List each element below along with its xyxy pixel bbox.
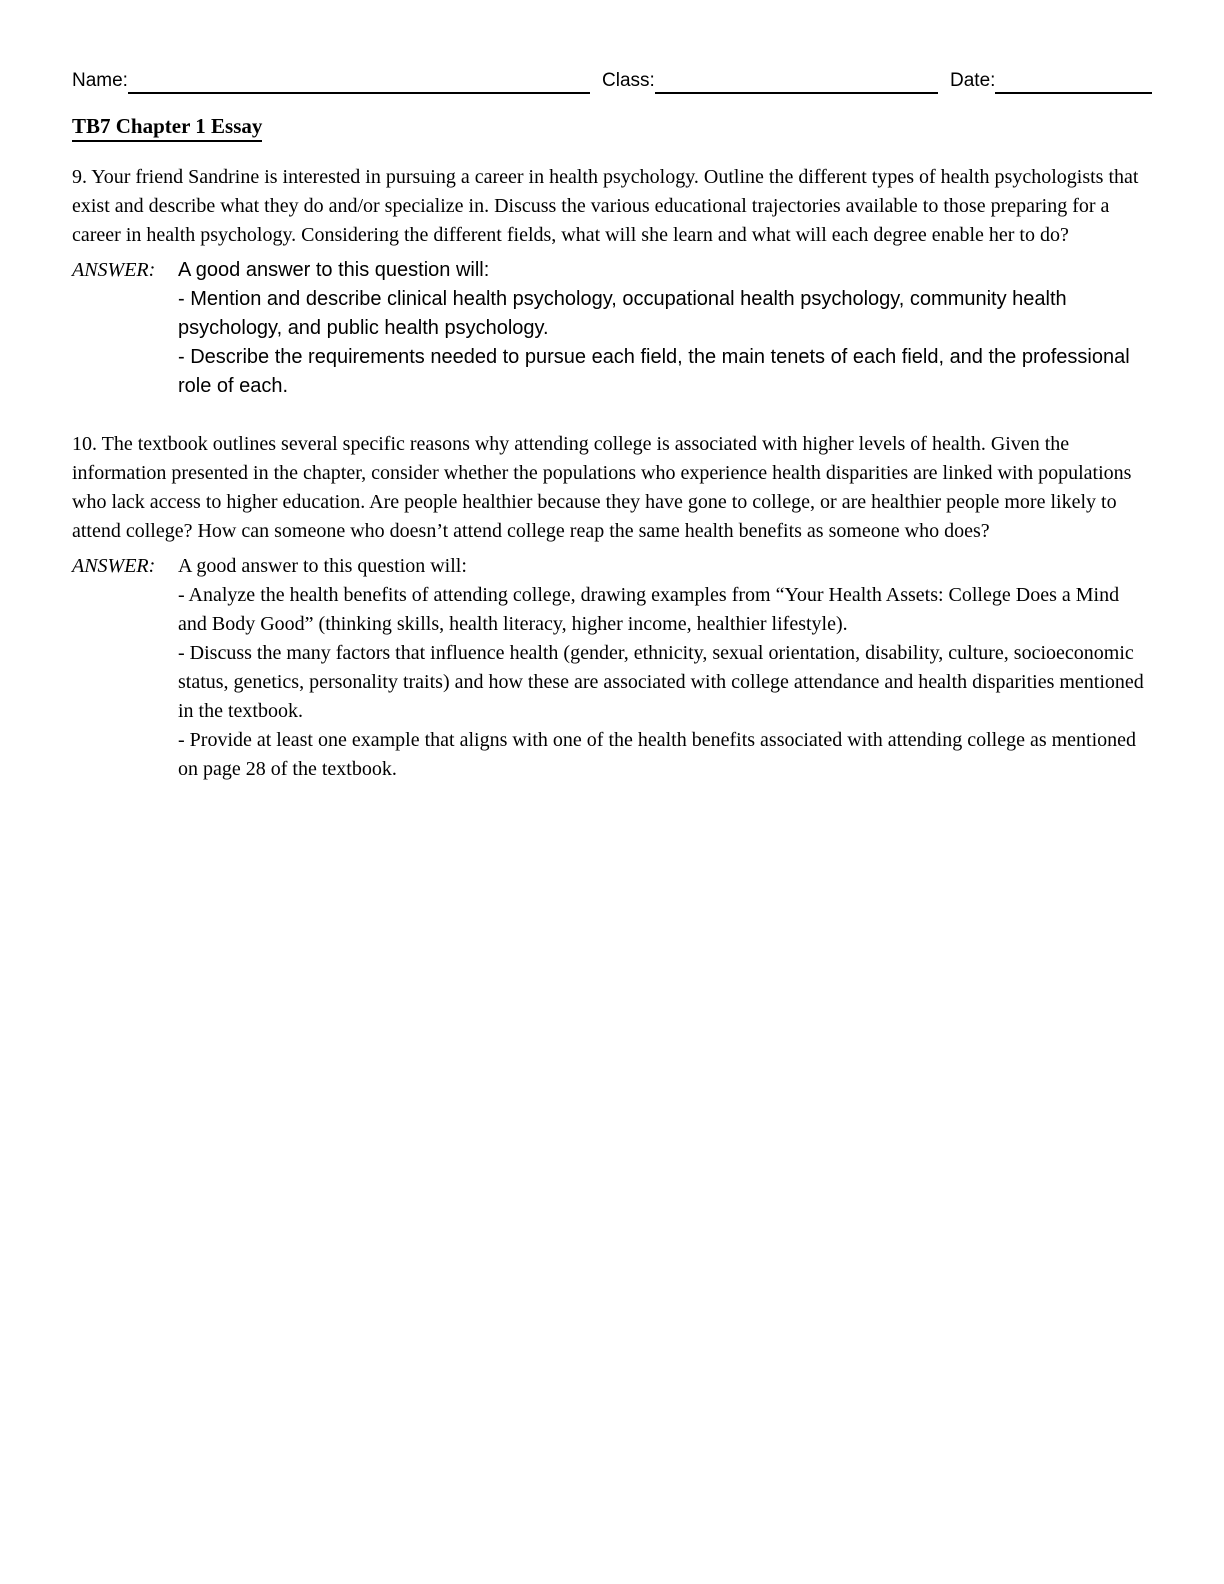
date-field <box>950 70 1152 94</box>
question-10-block <box>72 430 1152 784</box>
class-field <box>602 70 938 94</box>
answer-point: - Provide at least one example that aligns with one of the health benefits associated with attending college as mentioned on page 28 of the textbook. <box>178 729 1137 780</box>
answer-body <box>178 256 1152 401</box>
name-label: Name: <box>72 70 128 91</box>
question-10-answer <box>72 552 1152 784</box>
answer-point: - Analyze the health benefits of attending college, drawing examples from “Your Health Assets: College Does a Mind and Body Good” (thinking skills, health literacy, higher income, healthier lifestyle). <box>178 584 1120 635</box>
answer-label: ANSWER: <box>72 555 156 577</box>
document-body <box>72 163 1152 784</box>
question-10-text: 10. The textbook outlines several specific reasons why attending college is associated with higher levels of health. Given the information presented in the chapter, consider whether the populations who experience health disparities are linked with populations who lack access to higher education. Are people healthier because they have gone to college, or are healthier people more likely to attend college? How can someone who doesn’t attend college reap the same health benefits as someone who does? <box>72 433 1132 542</box>
document-title: TB7 Chapter 1 Essay <box>72 114 262 142</box>
date-blank-line <box>995 70 1152 94</box>
answer-label: ANSWER: <box>72 259 156 281</box>
answer-intro: A good answer to this question will: <box>178 259 490 281</box>
question-9-answer <box>72 256 1152 401</box>
question-9-block <box>72 163 1152 401</box>
answer-point: - Describe the requirements needed to pursue each field, the main tenets of each field, and the professional role of each. <box>178 346 1130 397</box>
class-label: Class: <box>602 70 655 91</box>
class-blank-line <box>655 70 938 94</box>
answer-body <box>178 552 1152 784</box>
name-blank-line <box>128 70 590 94</box>
answer-point: - Discuss the many factors that influence health (gender, ethnicity, sexual orientation, disability, culture, socioeconomic status, genetics, personality traits) and how these are associated with college attendance and health disparities mentioned in the textbook. <box>178 642 1144 722</box>
name-field <box>72 70 590 94</box>
header-row <box>72 70 1152 94</box>
question-9-text: 9. Your friend Sandrine is interested in pursuing a career in health psychology. Outline the different types of health psychologists that exist and describe what they do and/or specialize in. Discuss the various educational trajectories available to those preparing for a career in health psychology. Considering the different fields, what will she learn and what will each degree enable her to do? <box>72 166 1139 246</box>
answer-point: - Mention and describe clinical health psychology, occupational health psychology, community health psychology, and public health psychology. <box>178 288 1067 339</box>
answer-intro: A good answer to this question will: <box>178 555 467 577</box>
date-label: Date: <box>950 70 996 91</box>
